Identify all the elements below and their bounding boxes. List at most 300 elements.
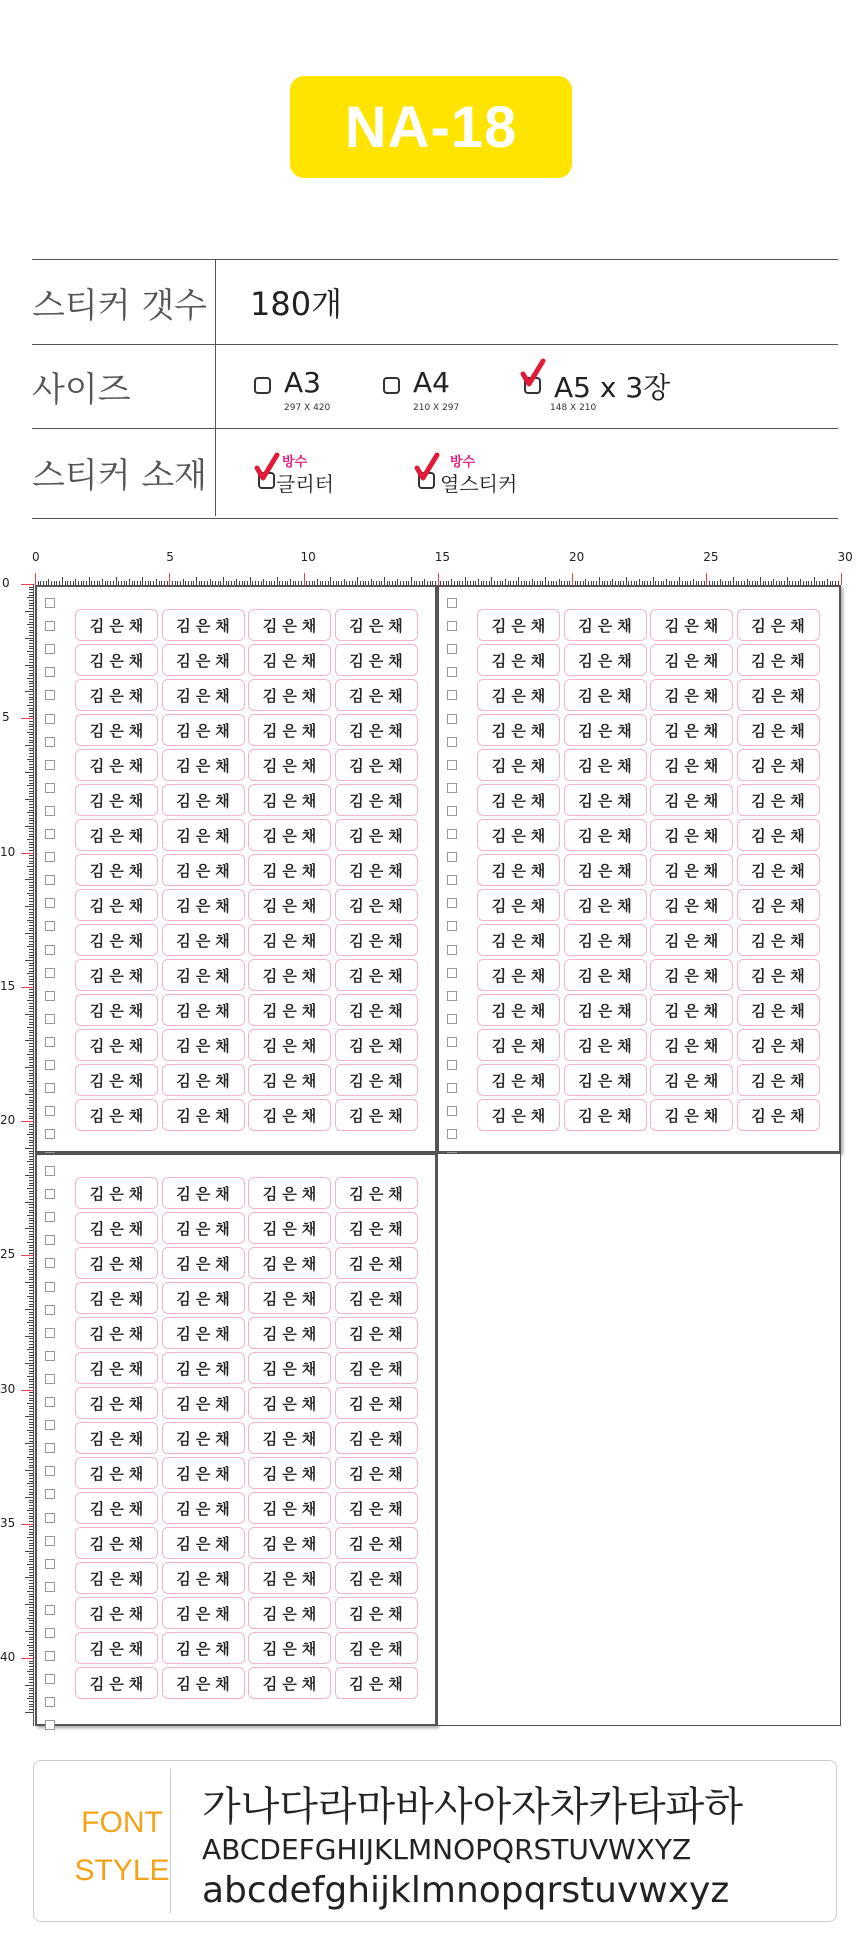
name-sticker[interactable]: 김은채: [650, 1099, 733, 1131]
name-sticker[interactable]: 김은채: [477, 819, 560, 851]
name-sticker[interactable]: 김은채: [248, 1177, 331, 1209]
material-option-heat[interactable]: [412, 428, 552, 516]
name-sticker[interactable]: 김은채: [75, 1317, 158, 1349]
sheet-checkbox[interactable]: [45, 875, 55, 885]
top-ruler: [35, 568, 841, 586]
name-sticker[interactable]: 김은채: [737, 819, 820, 851]
ruler-tick: [27, 785, 33, 786]
sheet-checkbox[interactable]: [447, 829, 457, 839]
sheet-checkbox[interactable]: [45, 1305, 55, 1315]
sheet-checkbox[interactable]: [45, 1397, 55, 1407]
sheet-checkbox[interactable]: [45, 1106, 55, 1116]
sheet-checkbox[interactable]: [447, 898, 457, 908]
sheet-checkbox[interactable]: [447, 991, 457, 1001]
sheet-checkbox[interactable]: [45, 737, 55, 747]
ruler-tick: [29, 1406, 33, 1407]
name-sticker[interactable]: 김은채: [564, 644, 647, 676]
name-sticker[interactable]: 김은채: [335, 714, 418, 746]
name-sticker[interactable]: 김은채: [650, 749, 733, 781]
name-sticker[interactable]: 김은채: [162, 1317, 245, 1349]
sheet-checkbox[interactable]: [45, 1720, 55, 1730]
sheet-checkbox[interactable]: [45, 1582, 55, 1592]
name-sticker[interactable]: 김은채: [162, 819, 245, 851]
name-sticker[interactable]: 김은채: [737, 889, 820, 921]
name-sticker[interactable]: 김은채: [737, 784, 820, 816]
name-sticker[interactable]: 김은채: [75, 994, 158, 1026]
ruler-tick: [29, 603, 33, 604]
name-sticker[interactable]: 김은채: [564, 819, 647, 851]
name-sticker[interactable]: 김은채: [162, 714, 245, 746]
sheet-checkbox[interactable]: [45, 806, 55, 816]
name-sticker[interactable]: 김은채: [335, 1064, 418, 1096]
name-sticker[interactable]: 김은채: [335, 924, 418, 956]
checkbox[interactable]: [383, 377, 400, 394]
size-option-a5[interactable]: [524, 344, 724, 428]
name-sticker[interactable]: 김은채: [248, 644, 331, 676]
name-sticker[interactable]: 김은채: [248, 854, 331, 886]
ruler-label: 0: [32, 550, 40, 564]
sheet-checkbox[interactable]: [45, 690, 55, 700]
name-sticker[interactable]: 김은채: [248, 1282, 331, 1314]
name-sticker[interactable]: 김은채: [75, 819, 158, 851]
ruler-tick: [29, 702, 33, 703]
name-sticker[interactable]: 김은채: [737, 1099, 820, 1131]
name-sticker[interactable]: 김은채: [75, 749, 158, 781]
name-sticker[interactable]: 김은채: [335, 1597, 418, 1629]
ruler-tick: [29, 1451, 33, 1452]
name-sticker[interactable]: 김은채: [248, 1632, 331, 1664]
name-sticker[interactable]: 김은채: [650, 679, 733, 711]
sheet-checkbox[interactable]: [45, 1420, 55, 1430]
name-sticker[interactable]: 김은채: [248, 819, 331, 851]
sheet-checkbox[interactable]: [447, 968, 457, 978]
name-sticker[interactable]: 김은채: [248, 1099, 331, 1131]
name-sticker[interactable]: 김은채: [162, 1562, 245, 1594]
ruler-tick: [29, 877, 33, 878]
ruler-tick: [29, 992, 33, 993]
name-sticker[interactable]: 김은채: [650, 854, 733, 886]
name-sticker[interactable]: 김은채: [75, 959, 158, 991]
name-sticker[interactable]: 김은채: [248, 1492, 331, 1524]
name-sticker[interactable]: 김은채: [75, 1212, 158, 1244]
name-sticker[interactable]: 김은채: [75, 1562, 158, 1594]
sheet-checkbox[interactable]: [45, 1037, 55, 1047]
name-sticker[interactable]: 김은채: [335, 1387, 418, 1419]
name-sticker[interactable]: 김은채: [564, 889, 647, 921]
name-sticker[interactable]: 김은채: [335, 994, 418, 1026]
name-sticker[interactable]: 김은채: [162, 1352, 245, 1384]
name-sticker[interactable]: 김은채: [477, 994, 560, 1026]
name-sticker[interactable]: 김은채: [75, 1387, 158, 1419]
ruler-tick: [29, 1642, 33, 1643]
sheet-checkbox[interactable]: [447, 621, 457, 631]
check-mark-icon: [520, 358, 546, 388]
sheet-checkbox[interactable]: [45, 1536, 55, 1546]
sheet-checkbox[interactable]: [447, 1129, 457, 1139]
sheet-checkbox[interactable]: [45, 714, 55, 724]
name-sticker[interactable]: 김은채: [162, 1247, 245, 1279]
sheet-checkbox[interactable]: [45, 1628, 55, 1638]
sheet-checkbox[interactable]: [447, 1060, 457, 1070]
name-sticker[interactable]: 김은채: [477, 959, 560, 991]
name-sticker[interactable]: 김은채: [335, 1247, 418, 1279]
name-sticker[interactable]: 김은채: [564, 994, 647, 1026]
ruler-tick: [29, 1126, 33, 1127]
sticker-sheet-3: [35, 1153, 437, 1726]
name-sticker[interactable]: 김은채: [335, 749, 418, 781]
sheet-checkbox[interactable]: [45, 598, 55, 608]
name-sticker[interactable]: 김은채: [650, 924, 733, 956]
ruler-tick: [29, 1634, 33, 1635]
ruler-tick: [599, 577, 600, 585]
name-sticker[interactable]: 김은채: [248, 1422, 331, 1454]
name-sticker[interactable]: 김은채: [650, 959, 733, 991]
sheet-checkbox[interactable]: [45, 760, 55, 770]
ruler-tick: [29, 917, 33, 918]
ruler-tick: [27, 1671, 33, 1672]
name-sticker[interactable]: 김은채: [162, 889, 245, 921]
name-sticker[interactable]: 김은채: [162, 644, 245, 676]
name-sticker[interactable]: 김은채: [737, 959, 820, 991]
name-sticker[interactable]: 김은채: [75, 1457, 158, 1489]
sheet-checkbox[interactable]: [45, 783, 55, 793]
sheet-checkbox[interactable]: [45, 1374, 55, 1384]
sheet-checkbox[interactable]: [45, 644, 55, 654]
sheet-checkbox[interactable]: [45, 1282, 55, 1292]
sheet-checkbox[interactable]: [447, 852, 457, 862]
sheet-checkbox[interactable]: [45, 1489, 55, 1499]
name-sticker[interactable]: 김은채: [162, 959, 245, 991]
name-sticker[interactable]: 김은채: [162, 1492, 245, 1524]
name-sticker[interactable]: 김은채: [162, 1667, 245, 1699]
name-sticker[interactable]: 김은채: [335, 644, 418, 676]
ruler-tick: [29, 1113, 33, 1114]
ruler-tick: [29, 1218, 33, 1219]
name-sticker[interactable]: 김은채: [75, 889, 158, 921]
name-sticker[interactable]: 김은채: [335, 1352, 418, 1384]
ruler-tick: [27, 1000, 33, 1001]
sheet-checkbox[interactable]: [45, 1651, 55, 1661]
name-sticker[interactable]: 김은채: [248, 1317, 331, 1349]
name-sticker[interactable]: 김은채: [248, 714, 331, 746]
name-sticker[interactable]: 김은채: [248, 959, 331, 991]
name-sticker[interactable]: 김은채: [650, 1064, 733, 1096]
name-sticker[interactable]: 김은채: [477, 609, 560, 641]
name-sticker[interactable]: 김은채: [650, 784, 733, 816]
name-sticker[interactable]: 김은채: [335, 784, 418, 816]
ruler-tick: [277, 577, 278, 585]
sheet-checkbox[interactable]: [45, 1129, 55, 1139]
sheet-checkbox[interactable]: [447, 667, 457, 677]
name-sticker[interactable]: 김은채: [75, 1177, 158, 1209]
name-sticker[interactable]: 김은채: [564, 1064, 647, 1096]
name-sticker[interactable]: 김은채: [564, 1029, 647, 1061]
name-sticker[interactable]: 김은채: [162, 1457, 245, 1489]
name-sticker[interactable]: 김은채: [564, 924, 647, 956]
name-sticker[interactable]: 김은채: [335, 1492, 418, 1524]
name-sticker[interactable]: 김은채: [75, 1064, 158, 1096]
name-sticker[interactable]: 김은채: [737, 714, 820, 746]
name-sticker[interactable]: 김은채: [248, 1212, 331, 1244]
name-sticker[interactable]: 김은채: [162, 749, 245, 781]
name-sticker[interactable]: 김은채: [162, 924, 245, 956]
name-sticker[interactable]: 김은채: [75, 784, 158, 816]
name-sticker[interactable]: 김은채: [248, 1527, 331, 1559]
name-sticker[interactable]: 김은채: [248, 1457, 331, 1489]
name-sticker[interactable]: 김은채: [564, 1099, 647, 1131]
sheet-checkbox[interactable]: [447, 806, 457, 816]
name-sticker[interactable]: 김은채: [248, 784, 331, 816]
name-sticker[interactable]: 김은채: [75, 924, 158, 956]
sheet-checkbox[interactable]: [447, 1014, 457, 1024]
name-sticker[interactable]: 김은채: [737, 1064, 820, 1096]
name-sticker[interactable]: 김은채: [248, 889, 331, 921]
sheet-checkbox[interactable]: [45, 1258, 55, 1268]
name-sticker[interactable]: 김은채: [75, 1492, 158, 1524]
name-sticker[interactable]: 김은채: [75, 679, 158, 711]
name-sticker[interactable]: 김은채: [75, 1029, 158, 1061]
sheet-checkbox[interactable]: [45, 898, 55, 908]
name-sticker[interactable]: 김은채: [75, 1247, 158, 1279]
name-sticker[interactable]: 김은채: [75, 1282, 158, 1314]
name-sticker[interactable]: 김은채: [335, 959, 418, 991]
name-sticker[interactable]: 김은채: [564, 854, 647, 886]
sheet-checkbox[interactable]: [45, 1328, 55, 1338]
name-sticker[interactable]: 김은채: [162, 1212, 245, 1244]
ruler-tick: [29, 616, 33, 617]
name-sticker[interactable]: 김은채: [477, 714, 560, 746]
name-sticker[interactable]: 김은채: [162, 1099, 245, 1131]
name-sticker[interactable]: 김은채: [162, 784, 245, 816]
sheet-checkbox[interactable]: [45, 968, 55, 978]
sheet-checkbox[interactable]: [447, 921, 457, 931]
material-label: 스티커 소재: [32, 455, 208, 496]
sheet-checkbox[interactable]: [45, 1697, 55, 1707]
sheet-checkbox[interactable]: [45, 945, 55, 955]
name-sticker[interactable]: 김은채: [335, 1177, 418, 1209]
sheet-checkbox[interactable]: [45, 1166, 55, 1176]
name-sticker[interactable]: 김은채: [737, 1029, 820, 1061]
name-sticker[interactable]: 김은채: [335, 1422, 418, 1454]
left-ruler: [14, 584, 34, 1726]
ruler-label: 0: [2, 576, 10, 590]
ruler-tick: [29, 1164, 33, 1165]
name-sticker[interactable]: 김은채: [564, 749, 647, 781]
name-sticker[interactable]: 김은채: [75, 1099, 158, 1131]
name-sticker[interactable]: 김은채: [477, 1029, 560, 1061]
name-sticker[interactable]: 김은채: [162, 1177, 245, 1209]
name-sticker[interactable]: 김은채: [162, 1422, 245, 1454]
ruler-tick: [29, 895, 33, 896]
name-sticker[interactable]: 김은채: [75, 1632, 158, 1664]
name-sticker[interactable]: 김은채: [564, 609, 647, 641]
sheet-checkbox[interactable]: [45, 621, 55, 631]
name-sticker[interactable]: 김은채: [75, 854, 158, 886]
name-sticker[interactable]: 김은채: [564, 959, 647, 991]
size-option-a3[interactable]: [254, 344, 374, 428]
name-sticker[interactable]: 김은채: [75, 609, 158, 641]
name-sticker[interactable]: 김은채: [248, 1597, 331, 1629]
name-sticker[interactable]: 김은채: [564, 679, 647, 711]
name-sticker[interactable]: 김은채: [737, 679, 820, 711]
sheet-checkbox[interactable]: [45, 1674, 55, 1684]
name-sticker[interactable]: 김은채: [248, 1562, 331, 1594]
size-option-a4[interactable]: [383, 344, 503, 428]
name-sticker[interactable]: 김은채: [650, 644, 733, 676]
name-sticker[interactable]: 김은채: [248, 924, 331, 956]
name-sticker[interactable]: 김은채: [650, 994, 733, 1026]
sheet-checkbox[interactable]: [45, 1351, 55, 1361]
sheet-checkbox[interactable]: [45, 1060, 55, 1070]
sheet-checkbox[interactable]: [447, 945, 457, 955]
sheet-checkbox[interactable]: [447, 783, 457, 793]
name-sticker[interactable]: 김은채: [477, 749, 560, 781]
ruler-tick: [29, 1553, 33, 1554]
sheet-checkbox[interactable]: [45, 1443, 55, 1453]
sheet-checkbox[interactable]: [447, 737, 457, 747]
sheet-checkbox[interactable]: [447, 690, 457, 700]
name-sticker[interactable]: 김은채: [162, 1029, 245, 1061]
name-sticker[interactable]: 김은채: [335, 1029, 418, 1061]
name-sticker[interactable]: 김은채: [477, 854, 560, 886]
name-sticker[interactable]: 김은채: [335, 1562, 418, 1594]
sheet-checkbox[interactable]: [447, 598, 457, 608]
ruler-tick: [29, 807, 33, 808]
ruler-tick: [29, 1049, 33, 1050]
name-sticker[interactable]: 김은채: [477, 644, 560, 676]
ruler-tick: [29, 1526, 33, 1527]
name-sticker[interactable]: 김은채: [162, 1387, 245, 1419]
name-sticker[interactable]: 김은채: [335, 819, 418, 851]
name-sticker[interactable]: 김은채: [737, 609, 820, 641]
name-sticker[interactable]: 김은채: [248, 1352, 331, 1384]
name-sticker[interactable]: 김은채: [737, 749, 820, 781]
name-sticker[interactable]: 김은채: [650, 819, 733, 851]
name-sticker[interactable]: 김은채: [248, 1247, 331, 1279]
sheet-checkbox[interactable]: [45, 1235, 55, 1245]
name-sticker[interactable]: 김은채: [335, 679, 418, 711]
sheet-checkbox[interactable]: [45, 1212, 55, 1222]
name-sticker[interactable]: 김은채: [335, 1457, 418, 1489]
name-sticker[interactable]: 김은채: [335, 1527, 418, 1559]
name-sticker[interactable]: 김은채: [650, 714, 733, 746]
font-style-panel: [33, 1760, 837, 1922]
sheet-checkbox[interactable]: [447, 875, 457, 885]
name-sticker[interactable]: 김은채: [248, 994, 331, 1026]
name-sticker[interactable]: 김은채: [477, 889, 560, 921]
checkbox[interactable]: [254, 377, 271, 394]
name-sticker[interactable]: 김은채: [75, 1597, 158, 1629]
name-sticker[interactable]: 김은채: [650, 609, 733, 641]
name-sticker[interactable]: 김은채: [75, 1422, 158, 1454]
name-sticker[interactable]: 김은채: [335, 1667, 418, 1699]
sheet-checkbox[interactable]: [45, 667, 55, 677]
name-sticker[interactable]: 김은채: [335, 854, 418, 886]
ruler-label: 25: [0, 1247, 16, 1262]
name-sticker[interactable]: 김은채: [75, 1527, 158, 1559]
name-sticker[interactable]: 김은채: [162, 1527, 245, 1559]
ruler-tick: [29, 1432, 33, 1433]
name-sticker[interactable]: 김은채: [737, 924, 820, 956]
name-sticker[interactable]: 김은채: [737, 854, 820, 886]
name-sticker[interactable]: 김은채: [477, 1099, 560, 1131]
name-sticker[interactable]: 김은채: [564, 784, 647, 816]
name-sticker[interactable]: 김은채: [335, 609, 418, 641]
name-sticker[interactable]: 김은채: [248, 679, 331, 711]
name-sticker[interactable]: 김은채: [162, 679, 245, 711]
name-sticker[interactable]: 김은채: [335, 889, 418, 921]
name-sticker[interactable]: 김은채: [477, 784, 560, 816]
ruler-tick: [25, 1416, 33, 1417]
name-sticker[interactable]: 김은채: [248, 1387, 331, 1419]
name-sticker[interactable]: 김은채: [564, 714, 647, 746]
name-sticker[interactable]: 김은채: [335, 1632, 418, 1664]
name-sticker[interactable]: 김은채: [737, 644, 820, 676]
name-sticker[interactable]: 김은채: [477, 1064, 560, 1096]
name-sticker[interactable]: 김은채: [248, 1667, 331, 1699]
material-option-glitter[interactable]: [256, 428, 376, 516]
name-sticker[interactable]: 김은채: [162, 1282, 245, 1314]
ruler-tick: [29, 756, 33, 757]
name-sticker[interactable]: 김은채: [650, 889, 733, 921]
sheet-checkbox[interactable]: [45, 852, 55, 862]
name-sticker[interactable]: 김은채: [75, 1352, 158, 1384]
ruler-tick: [438, 573, 439, 585]
sheet-checkbox[interactable]: [447, 1037, 457, 1047]
name-sticker[interactable]: 김은채: [248, 1029, 331, 1061]
name-sticker[interactable]: 김은채: [162, 609, 245, 641]
name-sticker[interactable]: 김은채: [162, 1064, 245, 1096]
name-sticker[interactable]: 김은채: [477, 924, 560, 956]
ruler-tick: [29, 930, 33, 931]
name-sticker[interactable]: 김은채: [75, 714, 158, 746]
name-sticker[interactable]: 김은채: [75, 1667, 158, 1699]
sheet-checkbox[interactable]: [45, 1014, 55, 1024]
sheet-checkbox[interactable]: [45, 1189, 55, 1199]
name-sticker[interactable]: 김은채: [335, 1282, 418, 1314]
sheet-checkbox[interactable]: [45, 829, 55, 839]
sheet-checkbox[interactable]: [45, 1513, 55, 1523]
sheet-checkbox[interactable]: [447, 1083, 457, 1093]
name-sticker[interactable]: 김은채: [248, 749, 331, 781]
sheet-checkbox[interactable]: [45, 921, 55, 931]
ruler-tick: [29, 1588, 33, 1589]
sheet-checkbox[interactable]: [447, 1106, 457, 1116]
sheet-checkbox[interactable]: [45, 1605, 55, 1615]
name-sticker[interactable]: 김은채: [162, 1632, 245, 1664]
name-sticker[interactable]: 김은채: [162, 854, 245, 886]
name-sticker[interactable]: 김은채: [650, 1029, 733, 1061]
sheet-checkbox[interactable]: [447, 760, 457, 770]
name-sticker[interactable]: 김은채: [248, 1064, 331, 1096]
name-sticker[interactable]: 김은채: [162, 994, 245, 1026]
sheet-checkbox[interactable]: [45, 1083, 55, 1093]
name-sticker[interactable]: 김은채: [335, 1317, 418, 1349]
name-sticker[interactable]: 김은채: [335, 1099, 418, 1131]
name-sticker[interactable]: 김은채: [162, 1597, 245, 1629]
sheet-checkbox[interactable]: [45, 1466, 55, 1476]
sheet-checkbox[interactable]: [45, 991, 55, 1001]
sheet-checkbox[interactable]: [45, 1559, 55, 1569]
name-sticker[interactable]: 김은채: [477, 679, 560, 711]
name-sticker[interactable]: 김은채: [248, 609, 331, 641]
sheet-checkbox[interactable]: [447, 714, 457, 724]
ruler-tick: [29, 1193, 33, 1194]
name-sticker[interactable]: 김은채: [75, 644, 158, 676]
name-sticker[interactable]: 김은채: [335, 1212, 418, 1244]
name-sticker[interactable]: 김은채: [737, 994, 820, 1026]
sheet-checkbox[interactable]: [447, 644, 457, 654]
